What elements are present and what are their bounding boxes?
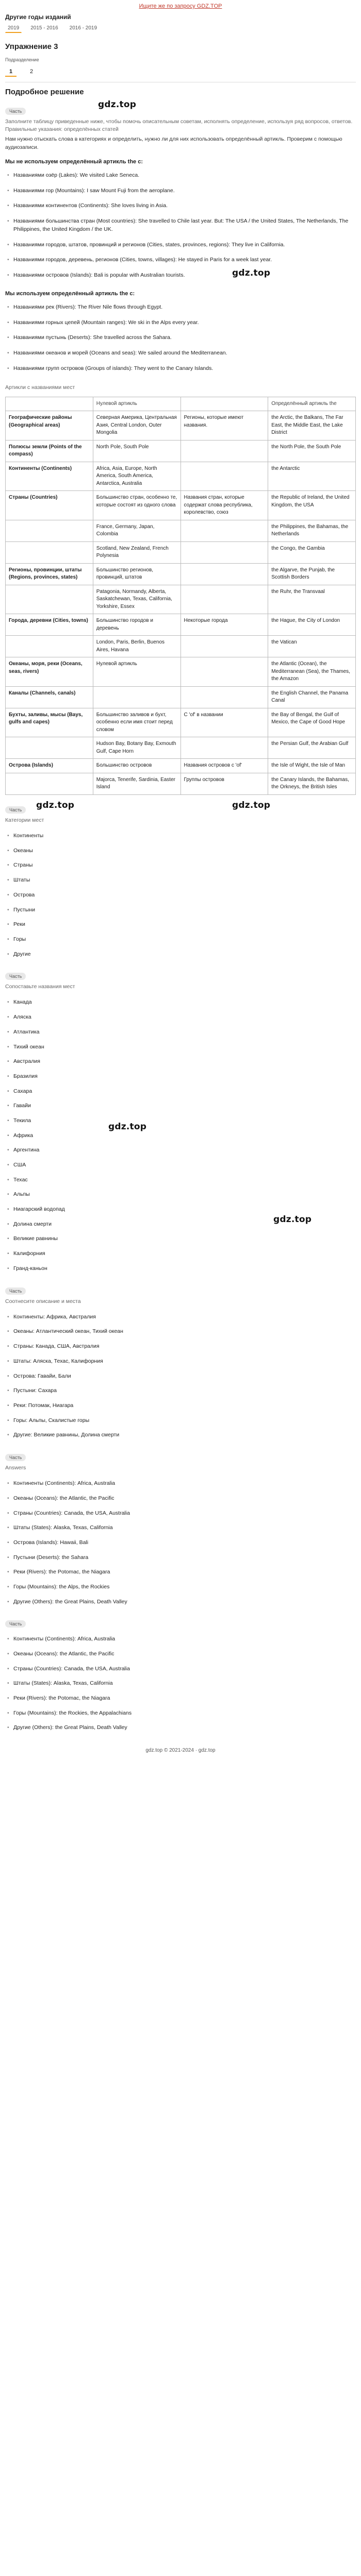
- list-item: • Острова: [5, 888, 356, 903]
- table-cell: Океаны, моря, реки (Oceans, seas, rivers): [6, 657, 93, 687]
- table-header-cell: Нулевой артикль: [93, 397, 180, 411]
- list-no-article: [5, 168, 356, 283]
- table-cell: Страны (Countries): [6, 491, 93, 520]
- list-item: • Ниагарский водопад: [5, 1202, 356, 1217]
- list-item: • Штаты (States): Alaska, Texas, California: [5, 1520, 356, 1535]
- table-cell: the Antarctic: [268, 462, 356, 491]
- table-row: [6, 520, 356, 541]
- section-title: Категории мест: [5, 817, 44, 823]
- table-row: [6, 708, 356, 737]
- list-item: • Штаты: [5, 873, 356, 888]
- list-item: • Пустыни (Deserts): the Sahara: [5, 1550, 356, 1565]
- table-cell: Большинство регионов, провинций, штатов: [93, 563, 180, 585]
- list-item: • Бразилия: [5, 1069, 356, 1084]
- table-cell: [6, 737, 93, 759]
- section-badge: Часть: [5, 1287, 26, 1295]
- table-cell: Большинство островов: [93, 759, 180, 773]
- watermark: gdz.top: [98, 99, 137, 110]
- list-item: • Названиями городов, штатов, провинций и регионов (Cities, states, provinces, regions): They live in California.: [5, 238, 356, 253]
- table-cell: [6, 520, 93, 541]
- list-item: • Океаны (Oceans): the Atlantic, the Pacific: [5, 1647, 356, 1662]
- list-the-article: [5, 300, 356, 377]
- places-list: [5, 995, 356, 1276]
- table-row: [6, 585, 356, 614]
- table-cell: the Vatican: [268, 636, 356, 657]
- list-item: • Континенты: [5, 828, 356, 843]
- list-item: • Пустыни: [5, 903, 356, 918]
- section-title: Answers: [5, 1464, 26, 1471]
- table-cell: Scotland, New Zealand, French Polynesia: [93, 541, 180, 563]
- list-item: • Реки (Rivers): the Potomac, the Niagara: [5, 1565, 356, 1580]
- table-row: [6, 440, 356, 462]
- list-item: • Океаны: Атлантический океан, Тихий океан: [5, 1324, 356, 1339]
- list-item: • Горы (Mountains): the Alps, the Rockies: [5, 1580, 356, 1595]
- table-row: [6, 737, 356, 759]
- table-cell: Группы островов: [180, 773, 268, 794]
- breadcrumb[interactable]: Другие годы изданий: [5, 13, 71, 21]
- table-cell: the Atlantic (Ocean), the Mediterranean (Sea), the Thames, the Amazon: [268, 657, 356, 687]
- english-list-2: [5, 1632, 356, 1735]
- list-item: • Реки (Rivers): the Potomac, the Niagara: [5, 1691, 356, 1706]
- list-item: • Великие равнины: [5, 1231, 356, 1246]
- english-list-1: [5, 1476, 356, 1609]
- table-cell: France, Germany, Japan, Colombia: [93, 520, 180, 541]
- list-item: • Долина смерти: [5, 1217, 356, 1232]
- table-cell: Континенты (Continents): [6, 462, 93, 491]
- list-item: • Острова: Гавайи, Бали: [5, 1369, 356, 1384]
- list-item: • Штаты: Аляска, Техас, Калифорния: [5, 1354, 356, 1369]
- table-cell: Острова (Islands): [6, 759, 93, 773]
- table-row: [6, 541, 356, 563]
- table-cell: London, Paris, Berlin, Buenos Aires, Havana: [93, 636, 180, 657]
- table-row: [6, 614, 356, 636]
- list-item: • Названиями гор (Mountains): I saw Mount Fuji from the aeroplane.: [5, 183, 356, 199]
- table-cell: the Bay of Bengal, the Gulf of Mexico, the Cape of Good Hope: [268, 708, 356, 737]
- list-item: • Альпы: [5, 1187, 356, 1202]
- list-item: • Острова (Islands): Hawaii, Bali: [5, 1535, 356, 1550]
- list-item: • Названиями океанов и морей (Oceans and seas): We sailed around the Mediterranean.: [5, 346, 356, 361]
- list-item: • Горы (Mountains): the Rockies, the Appalachians: [5, 1706, 356, 1721]
- table-cell: С 'of' в названии: [180, 708, 268, 737]
- table-cell: [180, 520, 268, 541]
- table-cell: Некоторые города: [180, 614, 268, 636]
- table-cell: Нулевой артикль: [93, 657, 180, 687]
- table-cell: [6, 636, 93, 657]
- articles-table: [5, 397, 356, 795]
- table-cell: [180, 686, 268, 708]
- section-badge: Часть: [5, 806, 26, 814]
- table-cell: the Persian Gulf, the Arabian Gulf: [268, 737, 356, 759]
- list-item: • Пустыни: Сахара: [5, 1383, 356, 1398]
- list-item: • Штаты (States): Alaska, Texas, California: [5, 1676, 356, 1691]
- table-row: [6, 462, 356, 491]
- list-item: • Техас: [5, 1173, 356, 1188]
- table-cell: Северная Америка, Центральная Азия, Central London, Outer Mongolia: [93, 411, 180, 440]
- page-2-button[interactable]: 2: [29, 69, 34, 75]
- table-cell: [180, 636, 268, 657]
- list-item: • Другие: Великие равнины, Долина смерти: [5, 1428, 356, 1443]
- matches-list: [5, 1310, 356, 1443]
- table-cell: Регионы, которые имеют названия.: [180, 411, 268, 440]
- list-item: • Континенты (Continents): Africa, Australia: [5, 1632, 356, 1647]
- watermark: gdz.top: [232, 267, 271, 278]
- list-item: • Названиями пустынь (Deserts): She travelled across the Sahara.: [5, 330, 356, 346]
- table-row: [6, 411, 356, 440]
- table-cell: Названия стран, которые содержат слова республика, королевство, союз: [180, 491, 268, 520]
- table-header-cell: [180, 397, 268, 411]
- table-cell: [180, 585, 268, 614]
- list-item: • Калифорния: [5, 1246, 356, 1261]
- list-item: • Атлантика: [5, 1025, 356, 1040]
- section-badge: Часть: [5, 1454, 26, 1461]
- list-item: • Аляска: [5, 1010, 356, 1025]
- footer: gdz.top © 2021-2024 · gdz.top: [145, 1748, 216, 1754]
- table-cell: [6, 585, 93, 614]
- table-row: [6, 491, 356, 520]
- table-row: [6, 686, 356, 708]
- list-item: • Названиями городов, деревень, регионов (Cities, towns, villages): He stayed in Paris for a week last year.: [5, 252, 356, 268]
- list-item: • Страны: Канада, США, Австралия: [5, 1339, 356, 1354]
- list-item: • Австралия: [5, 1054, 356, 1069]
- pager: [5, 67, 356, 77]
- table-cell: the Republic of Ireland, the United Kingdom, the USA: [268, 491, 356, 520]
- table-cell: the North Pole, the South Pole: [268, 440, 356, 462]
- table-cell: [6, 773, 93, 794]
- page-title: Упражнение 3: [5, 42, 58, 51]
- task-badge: Часть: [5, 108, 26, 115]
- list-item: • Другие (Others): the Great Plains, Death Valley: [5, 1720, 356, 1735]
- list-item: • Названиями горных цепей (Mountain ranges): We ski in the Alps every year.: [5, 315, 356, 331]
- year-tab-1[interactable]: 2015 - 2016: [30, 25, 58, 31]
- list-item: • Текила: [5, 1113, 356, 1128]
- table-row: [6, 563, 356, 585]
- content: [0, 13, 361, 1753]
- list-item: • Реки: Потомак, Ниагара: [5, 1398, 356, 1413]
- list-item: • Сахара: [5, 1084, 356, 1099]
- list-item: • Названиями рек (Rivers): The River Nile flows through Egypt.: [5, 300, 356, 315]
- section-badge: Часть: [5, 973, 26, 980]
- table-cell: the Ruhr, the Transvaal: [268, 585, 356, 614]
- list-item: • Названиями островов (Islands): Bali is popular with Australian tourists.: [5, 268, 356, 283]
- table-cell: Города, деревни (Cities, towns): [6, 614, 93, 636]
- table-cell: [93, 686, 180, 708]
- table-cell: Patagonia, Normandy, Alberta, Saskatchewan, Texas, California, Yorkshire, Essex: [93, 585, 180, 614]
- table-caption: Артикли с названиями мест: [5, 384, 75, 391]
- watermark: gdz.top: [273, 1214, 312, 1225]
- list-item: • Тихий океан: [5, 1040, 356, 1055]
- list-item: • Другие (Others): the Great Plains, Death Valley: [5, 1595, 356, 1609]
- intro-note: Заполните таблицу приведенные ниже, чтобы помочь описательным советам, исполнять определение, используя ряд вопросов, ответов. Правильные указания: определённых статей: [5, 118, 353, 133]
- table-cell: Majorca, Tenerife, Sardinia, Easter Island: [93, 773, 180, 794]
- list-item: • Другие: [5, 947, 356, 962]
- categories-list: [5, 828, 356, 961]
- list-item: • Страны: [5, 858, 356, 873]
- list-item: • Гранд-каньон: [5, 1261, 356, 1276]
- solution-title: Подробное решение: [5, 88, 84, 96]
- table-cell: the Isle of Wight, the Isle of Man: [268, 759, 356, 773]
- table-cell: the Arctic, the Balkans, The Far East, the Middle East, the Lake District: [268, 411, 356, 440]
- table-cell: [180, 563, 268, 585]
- table-cell: the Philippines, the Bahamas, the Netherlands: [268, 520, 356, 541]
- table-cell: [180, 462, 268, 491]
- list-item: • Реки: [5, 917, 356, 932]
- list-item: • Названиями континентов (Continents): She loves living in Asia.: [5, 198, 356, 214]
- table-cell: [180, 737, 268, 759]
- table-cell: Географические районы (Geographical areas): [6, 411, 93, 440]
- table-cell: Бухты, заливы, мысы (Bays, gulfs and capes): [6, 708, 93, 737]
- rule-the-article: Мы используем определённый артикль the с:: [5, 290, 135, 297]
- table-cell: Большинство заливов и бухт, особенно если имя стоит перед словом: [93, 708, 180, 737]
- watermark: gdz.top: [108, 1121, 147, 1132]
- list-item: • Названиями озёр (Lakes): We visited Lake Seneca.: [5, 168, 356, 183]
- year-tabs: [5, 24, 356, 33]
- table-cell: Большинство городов и деревень: [93, 614, 180, 636]
- list-item: • Океаны: [5, 843, 356, 858]
- table-cell: the Hague, the City of London: [268, 614, 356, 636]
- table-cell: the Congo, the Gambia: [268, 541, 356, 563]
- page-1-button[interactable]: 1: [5, 67, 17, 77]
- table-cell: [180, 541, 268, 563]
- table-cell: Полюсы земли (Points of the compass): [6, 440, 93, 462]
- table-row: [6, 657, 356, 687]
- table-header-row: [6, 397, 356, 411]
- table-cell: Africa, Asia, Europe, North America, South America, Antarctica, Australia: [93, 462, 180, 491]
- watermark: gdz.top: [232, 800, 271, 810]
- table-cell: Регионы, провинции, штаты (Regions, provinces, states): [6, 563, 93, 585]
- table-cell: the English Channel, the Panama Canal: [268, 686, 356, 708]
- table-cell: Названия островов с 'of': [180, 759, 268, 773]
- list-item: • Названиями групп островов (Groups of islands): They went to the Canary Islands.: [5, 361, 356, 377]
- rule-no-article: Мы не используем определённый артикль the с:: [5, 158, 143, 165]
- section-title: Сопоставьте названия мест: [5, 984, 75, 990]
- table-cell: [180, 440, 268, 462]
- table-cell: the Canary Islands, the Bahamas, the Orkneys, the British Isles: [268, 773, 356, 794]
- list-item: • Горы: [5, 932, 356, 947]
- table-cell: Каналы (Channels, canals): [6, 686, 93, 708]
- section-title: Соотнесите описание и места: [5, 1298, 81, 1304]
- page-label: Подразделение: [5, 57, 39, 62]
- task-text: Нам нужно отыскать слова в категориях и определить, нужно ли для них использовать определённый артикль. Проверим с помощью аудиозаписи.: [5, 136, 342, 150]
- watermark: gdz.top: [36, 800, 75, 810]
- table-header-cell: [6, 397, 93, 411]
- year-tab-2[interactable]: 2016 - 2019: [69, 25, 97, 31]
- table-cell: [6, 541, 93, 563]
- list-item: • Названиями большинства стран (Most countries): She travelled to Chile last year. But: The USA / the United States, The Netherlands, The Philippines, the United Kingdom / the UK.: [5, 214, 356, 238]
- table-row: [6, 636, 356, 657]
- table-row: [6, 773, 356, 794]
- table-cell: [180, 657, 268, 687]
- list-item: • Страны (Countries): Canada, the USA, Australia: [5, 1662, 356, 1676]
- section-badge: Часть: [5, 1620, 26, 1628]
- list-item: • Аргентина: [5, 1143, 356, 1158]
- list-item: • США: [5, 1158, 356, 1173]
- list-item: • Океаны (Oceans): the Atlantic, the Pacific: [5, 1491, 356, 1506]
- year-tab-0[interactable]: 2019: [5, 24, 22, 33]
- table-row: [6, 759, 356, 773]
- table-cell: Hudson Bay, Botany Bay, Exmouth Gulf, Cape Horn: [93, 737, 180, 759]
- list-item: • Гавайи: [5, 1098, 356, 1113]
- list-item: • Африка: [5, 1128, 356, 1143]
- top-ad-link[interactable]: Ищите же по запросу GDZ.TOP: [139, 3, 222, 9]
- list-item: • Континенты (Continents): Africa, Australia: [5, 1476, 356, 1491]
- list-item: • Канада: [5, 995, 356, 1010]
- list-item: • Континенты: Африка, Австралия: [5, 1310, 356, 1325]
- list-item: • Горы: Альпы, Скалистые горы: [5, 1413, 356, 1428]
- table-cell: Большинство стран, особенно те, которые состоят из одного слова: [93, 491, 180, 520]
- list-item: • Страны (Countries): Canada, the USA, Australia: [5, 1506, 356, 1521]
- table-header-cell: Определённый артикль the: [268, 397, 356, 411]
- table-cell: North Pole, South Pole: [93, 440, 180, 462]
- table-cell: the Algarve, the Punjab, the Scottish Borders: [268, 563, 356, 585]
